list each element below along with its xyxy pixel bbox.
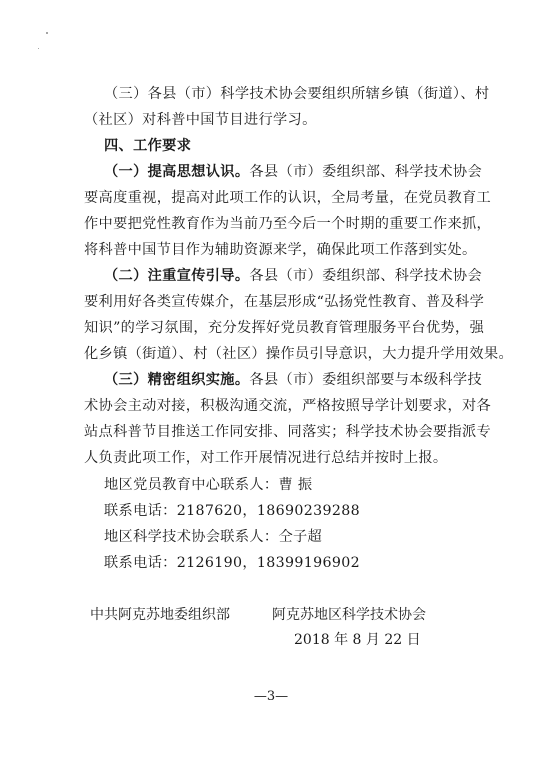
item3-line1: （三）各县（市）科学技术协会要组织所辖乡镇（街道）、村 bbox=[104, 86, 490, 102]
section4-title: 四、工作要求 bbox=[104, 138, 192, 154]
req2-heading: （二）注重宣传引导。 bbox=[104, 268, 250, 284]
req1-line3: 作中要把党性教育作为当前乃至今后一个时期的重要工作来抓， bbox=[84, 216, 492, 232]
page-number: —3— bbox=[253, 689, 289, 704]
signature-date: 2018 年 8 月 22 日 bbox=[294, 632, 421, 648]
contact2-phone: 联系电话：2126190，18399196902 bbox=[104, 555, 361, 571]
scan-speck bbox=[46, 32, 48, 34]
req3-heading: （三）精密组织实施。 bbox=[104, 372, 250, 388]
req2-line2: 要利用好各类宣传媒介，在基层形成“弘扬党性教育、普及科学 bbox=[84, 294, 485, 310]
req3-line2: 术协会主动对接，积极沟通交流，严格按照导学计划要求，对各 bbox=[84, 398, 492, 414]
req1-heading: （一）提高思想认识。 bbox=[104, 164, 250, 180]
req3-line4: 人负责此项工作，对工作开展情况进行总结并按时上报。 bbox=[84, 450, 448, 466]
contact1-label: 地区党员教育中心联系人：曹 振 bbox=[104, 477, 313, 493]
req2-text: 各县（市）委组织部、科学技术协会 bbox=[249, 268, 482, 284]
req1-line2: 要高度重视，提高对此项工作的认识，全局考量，在党员教育工 bbox=[84, 190, 492, 206]
signature-org-1: 中共阿克苏地委组织部 bbox=[90, 607, 230, 623]
req3-line1 bbox=[104, 369, 482, 391]
scan-speck bbox=[38, 48, 39, 49]
req1-text: 各县（市）委组织部、科学技术协会 bbox=[249, 164, 482, 180]
req2-line3: 知识”的学习氛围，充分发挥好党员教育管理服务平台优势，强 bbox=[84, 320, 485, 336]
signature-org-2: 阿克苏地区科学技术协会 bbox=[272, 607, 426, 623]
contact2-label: 地区科学技术协会联系人：仝子超 bbox=[104, 529, 323, 545]
req1-line4: 将科普中国节目作为辅助资源来学，确保此项工作落到实处。 bbox=[84, 242, 477, 258]
req2-line1 bbox=[104, 265, 482, 287]
req2-line4: 化乡镇（街道）、村（社区）操作员引导意识，大力提升学用效果。 bbox=[84, 346, 514, 362]
contact1-phone: 联系电话：2187620，18690239288 bbox=[104, 503, 361, 519]
req1-line1 bbox=[104, 161, 482, 183]
req3-text: 各县（市）委组织部要与本级科学技 bbox=[249, 372, 482, 388]
req3-line3: 站点科普节目推送工作同安排、同落实；科学技术协会要指派专 bbox=[84, 424, 492, 440]
item3-line2: （社区）对科普中国节目进行学习。 bbox=[84, 112, 317, 128]
